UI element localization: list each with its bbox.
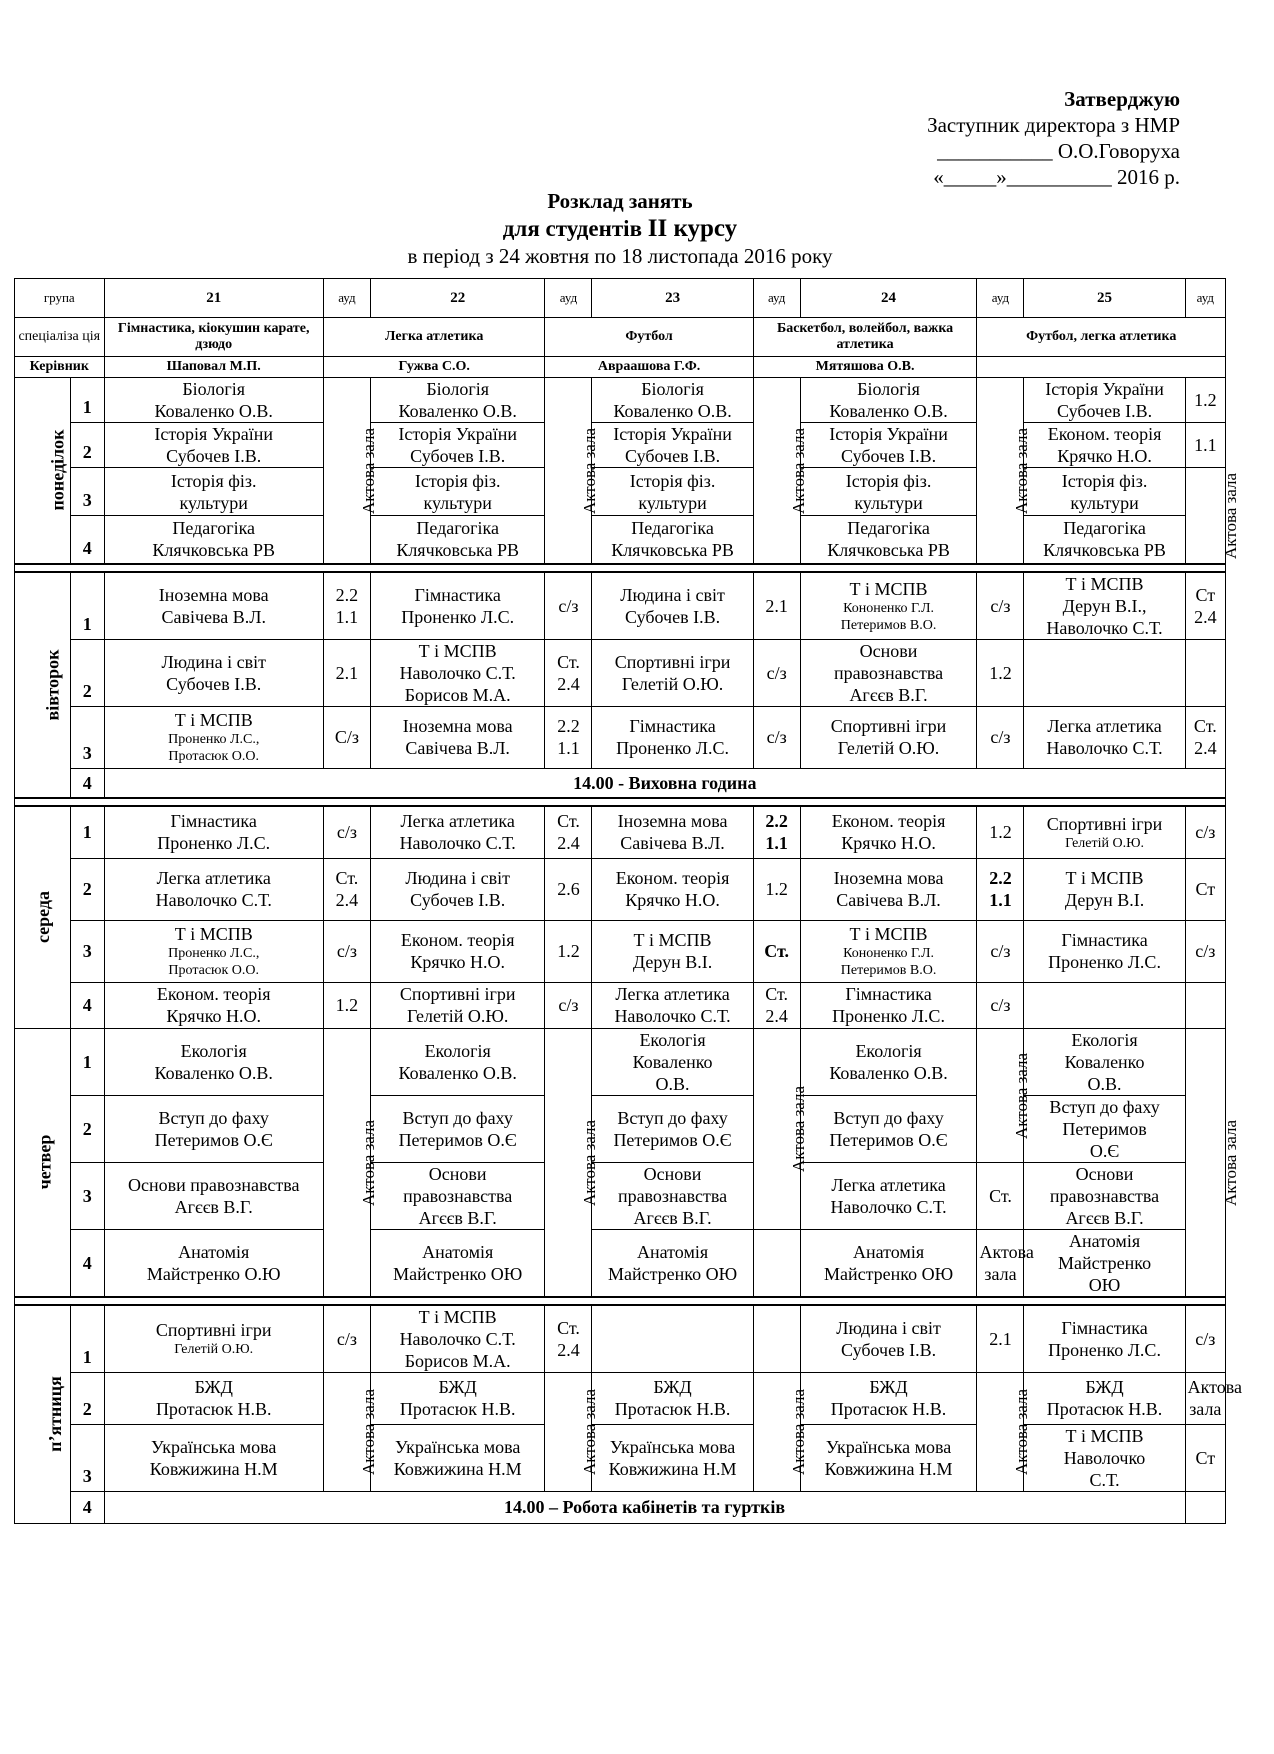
lesson-cell: Історія фіз. культури: [800, 468, 977, 516]
room-assembly-hall: Актова зала: [753, 1372, 800, 1491]
room-assembly-hall: Актова зала: [545, 378, 592, 564]
room-cell: с/з: [977, 706, 1024, 768]
lesson-cell: Економ. теорія Крячко Н.О.: [1024, 423, 1185, 468]
room-assembly-hall: Актова зала: [977, 378, 1024, 564]
specialty-23: Футбол: [545, 318, 753, 357]
room-label: ауд: [545, 279, 592, 318]
room-cell: Ст. 2.4: [545, 806, 592, 858]
lesson-cell: Українська мова Ковжижина Н.М: [800, 1424, 977, 1491]
day-friday: п’ятниця: [15, 1305, 71, 1524]
room-cell-empty: [1185, 982, 1225, 1028]
monday-row-4: [15, 516, 1226, 564]
lesson-cell: Екологія Коваленко О.В.: [592, 1028, 753, 1095]
specialty-25: Футбол, легка атлетика: [977, 318, 1226, 357]
lesson-cell: Економ. теорія Крячко Н.О.: [104, 982, 323, 1028]
lesson-cell: Людина і світ Субочев І.В.: [104, 639, 323, 706]
lesson-cell: Людина і світ Субочев І.В.: [370, 858, 545, 920]
day-monday: понеділок: [15, 378, 71, 564]
lesson-cell: Т і МСПВ Кононенко Г.Л. Петеримов В.О.: [800, 572, 977, 640]
room-assembly-hall: Актова зала: [323, 1372, 370, 1491]
room-cell: с/з: [753, 706, 800, 768]
friday-row-1: [15, 1305, 1226, 1373]
lesson-number: 3: [70, 920, 104, 982]
room-cell: с/з: [1185, 806, 1225, 858]
lesson-number: 3: [70, 706, 104, 768]
lesson-cell: Екологія Коваленко О.В.: [800, 1028, 977, 1095]
room-cell: Актова зала: [1185, 1372, 1225, 1424]
lesson-cell: Легка атлетика Наволочко С.Т.: [104, 858, 323, 920]
lesson-cell: Анатомія Майстренко ОЮ: [370, 1229, 545, 1297]
room-cell: Ст: [1185, 1424, 1225, 1491]
lesson-number: 1: [70, 806, 104, 858]
group-21: 21: [104, 279, 323, 318]
lesson-cell: Вступ до фаху Петеримов О.Є: [1024, 1095, 1185, 1162]
lesson-number: 4: [70, 1229, 104, 1297]
approval-date: «_____»__________ 2016 р.: [933, 165, 1180, 189]
lesson-cell: Біологія Коваленко О.В.: [370, 378, 545, 423]
lesson-cell: БЖД Протасюк Н.В.: [592, 1372, 753, 1424]
lesson-cell: Українська мова Ковжижина Н.М: [104, 1424, 323, 1491]
lesson-cell: Історія фіз. культури: [592, 468, 753, 516]
room-cell: с/з: [545, 572, 592, 640]
lesson-cell: Історія України Субочев І.В.: [104, 423, 323, 468]
lesson-cell: Т і МСПВ Наволочко С.Т.: [1024, 1424, 1185, 1491]
group-25: 25: [1024, 279, 1185, 318]
lesson-number: 2: [70, 1372, 104, 1424]
lesson-cell: Вступ до фаху Петеримов О.Є: [104, 1095, 323, 1162]
lesson-cell: Історія фіз. культури: [370, 468, 545, 516]
room-assembly-hall: Актова зала: [753, 1028, 800, 1229]
room-cell: с/з: [977, 982, 1024, 1028]
schedule-period: в період з 24 жовтня по 18 листопада 2016 року: [407, 244, 833, 268]
room-cell-empty: [1185, 639, 1225, 706]
lesson-cell: Т і МСПВ Дерун В.І., Наволочко С.Т.: [1024, 572, 1185, 640]
lesson-cell: Історія України Субочев І.В.: [800, 423, 977, 468]
room-cell: Ст. 2.4: [323, 858, 370, 920]
room-cell: Ст.: [753, 920, 800, 982]
room-cell: 2.6: [545, 858, 592, 920]
room-cell: с/з: [753, 639, 800, 706]
lesson-cell: Вступ до фаху Петеримов О.Є: [370, 1095, 545, 1162]
room-cell: с/з: [977, 572, 1024, 640]
lesson-cell: Легка атлетика Наволочко С.Т.: [370, 806, 545, 858]
room-cell: 1.2: [753, 858, 800, 920]
thursday-row-2: [15, 1095, 1226, 1162]
lesson-cell: БЖД Протасюк Н.В.: [370, 1372, 545, 1424]
lesson-cell: Гімнастика Проненко Л.С.: [1024, 1305, 1185, 1373]
tuesday-row-2: [15, 639, 1226, 706]
day-separator: [15, 1297, 1226, 1305]
room-cell: 1.2: [545, 920, 592, 982]
lesson-cell: Т і МСПВ Проненко Л.С., Протасюк О.О.: [104, 706, 323, 768]
schedule-heading: [0, 188, 1240, 268]
room-assembly-hall: Актова зала: [1185, 468, 1225, 564]
room-cell: Ст. 2.4: [753, 982, 800, 1028]
lesson-number: 1: [70, 572, 104, 640]
lesson-cell: Анатомія Майстренко О.Ю: [104, 1229, 323, 1297]
room-label: ауд: [753, 279, 800, 318]
day-wednesday: середа: [15, 806, 71, 1028]
group-header-row: [15, 279, 1226, 318]
lesson-cell: Економ. теорія Крячко Н.О.: [592, 858, 753, 920]
lesson-cell: Біологія Коваленко О.В.: [104, 378, 323, 423]
lesson-cell: БЖД Протасюк Н.В.: [800, 1372, 977, 1424]
wednesday-row-1: [15, 806, 1226, 858]
lesson-cell: Екологія Коваленко О.В.: [1024, 1028, 1185, 1095]
lesson-cell: Педагогіка Клячковська РВ: [592, 516, 753, 564]
monday-row-2: [15, 423, 1226, 468]
specialty-22: Легка атлетика: [323, 318, 545, 357]
tuesday-row-1: [15, 572, 1226, 640]
lesson-cell: Історія фіз. культури: [104, 468, 323, 516]
lesson-cell: Біологія Коваленко О.В.: [592, 378, 753, 423]
room-assembly-hall: Актова зала: [753, 378, 800, 564]
room-assembly-hall: Актова зала: [977, 1028, 1024, 1162]
wednesday-row-3: [15, 920, 1226, 982]
tuesday-row-4: [15, 768, 1226, 798]
room-cell: с/з: [323, 920, 370, 982]
room-cell: С/з: [323, 706, 370, 768]
lesson-cell: Гімнастика Проненко Л.С.: [370, 572, 545, 640]
room-label: ауд: [323, 279, 370, 318]
lesson-cell: Основи правознавства Агєєв В.Г.: [370, 1162, 545, 1229]
thursday-row-1: [15, 1028, 1226, 1095]
specialty-24: Баскетбол, волейбол, важка атлетика: [753, 318, 977, 357]
lesson-number: 3: [70, 1424, 104, 1491]
lesson-cell: Анатомія Майстренко ОЮ: [1024, 1229, 1185, 1297]
group-24: 24: [800, 279, 977, 318]
lesson-cell: Гімнастика Проненко Л.С.: [592, 706, 753, 768]
lesson-cell: Екологія Коваленко О.В.: [370, 1028, 545, 1095]
lesson-cell: Історія фіз. культури: [1024, 468, 1185, 516]
schedule-title: Розклад занять: [547, 189, 693, 213]
lesson-cell: Іноземна мова Савічева В.Л.: [370, 706, 545, 768]
specialty-row: [15, 318, 1226, 357]
leader-24: Мятяшова О.В.: [753, 357, 977, 378]
lesson-cell: Легка атлетика Наволочко С.Т.: [800, 1162, 977, 1229]
lesson-number: 4: [70, 768, 104, 798]
schedule-subtitle: [0, 214, 1240, 244]
room-cell: Ст. 2.4: [545, 639, 592, 706]
lesson-cell: Історія України Субочев І.В.: [370, 423, 545, 468]
friday-banner: 14.00 – Робота кабінетів та гуртків: [104, 1491, 1185, 1523]
lesson-cell: Іноземна мова Савічева В.Л.: [104, 572, 323, 640]
lesson-number: 2: [70, 423, 104, 468]
room-cell: 2.1: [323, 639, 370, 706]
lesson-cell: Т і МСПВ Наволочко С.Т. Борисов М.А.: [370, 639, 545, 706]
room-cell: 1.2: [323, 982, 370, 1028]
lesson-cell: БЖД Протасюк Н.В.: [104, 1372, 323, 1424]
room-cell: 2.2 1.1: [545, 706, 592, 768]
room-cell-empty: [753, 1305, 800, 1373]
wednesday-row-2: [15, 858, 1226, 920]
lesson-cell: Історія України Субочев І.В.: [592, 423, 753, 468]
day-separator: [15, 798, 1226, 806]
group-label: група: [15, 279, 105, 318]
lesson-cell: Спортивні ігри Гелетій О.Ю.: [1024, 806, 1185, 858]
thursday-row-3: [15, 1162, 1226, 1229]
room-cell: Ст 2.4: [1185, 572, 1225, 640]
lesson-cell: Вступ до фаху Петеримов О.Є: [800, 1095, 977, 1162]
room-cell: с/з: [323, 806, 370, 858]
room-assembly-hall: Актова зала: [323, 378, 370, 564]
room-cell: 2.1: [753, 572, 800, 640]
room-cell: с/з: [1185, 1305, 1225, 1373]
lesson-cell: Спортивні ігри Гелетій О.Ю.: [104, 1305, 323, 1373]
room-cell: 2.2 1.1: [323, 572, 370, 640]
lesson-cell: Спортивні ігри Гелетій О.Ю.: [592, 639, 753, 706]
lesson-number: 1: [70, 1028, 104, 1095]
leader-row: [15, 357, 1226, 378]
lesson-cell: Українська мова Ковжижина Н.М: [370, 1424, 545, 1491]
lesson-cell: Т і МСПВ Кононенко Г.Л. Петеримов В.О.: [800, 920, 977, 982]
lesson-number: 2: [70, 1095, 104, 1162]
lesson-number: 4: [70, 516, 104, 564]
room-assembly-hall: Актова зала: [1185, 1028, 1225, 1297]
room-assembly-hall: Актова зала: [977, 1372, 1024, 1491]
room-cell: 1.1: [1185, 423, 1225, 468]
room-cell: 1.2: [977, 639, 1024, 706]
approval-position: Заступник директора з НМР: [927, 113, 1180, 137]
room-cell: с/з: [1185, 920, 1225, 982]
lesson-cell-empty: [1024, 982, 1185, 1028]
subtitle-prefix: для студентів: [502, 216, 648, 241]
lesson-cell-empty: [1024, 639, 1185, 706]
tuesday-row-3: [15, 706, 1226, 768]
lesson-cell: Т і МСПВ Наволочко С.Т. Борисов М.А.: [370, 1305, 545, 1373]
room-cell: 2.2 1.1: [753, 806, 800, 858]
approval-title: Затверджую: [1064, 87, 1180, 111]
lesson-cell: Легка атлетика Наволочко С.Т.: [592, 982, 753, 1028]
leader-25: [977, 357, 1226, 378]
room-cell: Ст.: [977, 1162, 1024, 1229]
room-cell: 2.2 1.1: [977, 858, 1024, 920]
lesson-cell: Людина і світ Субочев І.В.: [592, 572, 753, 640]
room-cell-empty: [753, 1229, 800, 1297]
lesson-cell: Педагогіка Клячковська РВ: [1024, 516, 1185, 564]
lesson-cell: Іноземна мова Савічева В.Л.: [592, 806, 753, 858]
lesson-cell: Вступ до фаху Петеримов О.Є: [592, 1095, 753, 1162]
friday-row-4: [15, 1491, 1226, 1523]
lesson-number: 4: [70, 982, 104, 1028]
leader-23: Авраашова Г.Ф.: [545, 357, 753, 378]
lesson-cell: Основи правознавства Агєєв В.Г.: [800, 639, 977, 706]
group-22: 22: [370, 279, 545, 318]
lesson-cell: Анатомія Майстренко ОЮ: [592, 1229, 753, 1297]
friday-row-2: [15, 1372, 1226, 1424]
group-23: 23: [592, 279, 753, 318]
room-cell: 2.1: [977, 1305, 1024, 1373]
lesson-cell: Легка атлетика Наволочко С.Т.: [1024, 706, 1185, 768]
course-label: ІІ курсу: [647, 215, 738, 242]
room-cell: Ст. 2.4: [1185, 706, 1225, 768]
lesson-cell: Екологія Коваленко О.В.: [104, 1028, 323, 1095]
lesson-cell: Гімнастика Проненко Л.С.: [800, 982, 977, 1028]
lesson-cell: Педагогіка Клячковська РВ: [104, 516, 323, 564]
lesson-cell: Спортивні ігри Гелетій О.Ю.: [800, 706, 977, 768]
room-cell: с/з: [545, 982, 592, 1028]
room-cell: Ст: [1185, 858, 1225, 920]
specialty-label: спеціаліза ція: [15, 318, 105, 357]
lesson-cell: Спортивні ігри Гелетій О.Ю.: [370, 982, 545, 1028]
lesson-number: 4: [70, 1491, 104, 1523]
lesson-number: 1: [70, 378, 104, 423]
room-cell: Ст. 2.4: [545, 1305, 592, 1373]
room-cell: Актова зала: [977, 1229, 1024, 1297]
monday-row-3: [15, 468, 1226, 516]
thursday-row-4: [15, 1229, 1226, 1297]
approval-signature: ___________ О.О.Говоруха: [937, 139, 1180, 163]
tuesday-banner: 14.00 - Виховна година: [104, 768, 1225, 798]
lesson-cell: Т і МСПВ Проненко Л.С., Протасюк О.О.: [104, 920, 323, 982]
lesson-cell: Т і МСПВ Дерун В.І.: [1024, 858, 1185, 920]
lesson-cell: Педагогіка Клячковська РВ: [800, 516, 977, 564]
lesson-number: 2: [70, 858, 104, 920]
lesson-cell-empty: [592, 1305, 753, 1373]
monday-row-1: [15, 378, 1226, 423]
room-label: ауд: [1185, 279, 1225, 318]
lesson-number: 3: [70, 468, 104, 516]
lesson-number: 2: [70, 639, 104, 706]
lesson-cell: БЖД Протасюк Н.В.: [1024, 1372, 1185, 1424]
lesson-number: 1: [70, 1305, 104, 1373]
specialty-21: Гімнастика, кіокушин карате, дзюдо: [104, 318, 323, 357]
lesson-cell: Т і МСПВ Дерун В.І.: [592, 920, 753, 982]
room-assembly-hall: Актова зала: [545, 1372, 592, 1491]
room-assembly-hall: Актова зала: [323, 1028, 370, 1297]
leader-22: Гужва С.О.: [323, 357, 545, 378]
lesson-cell: Гімнастика Проненко Л.С.: [104, 806, 323, 858]
day-tuesday: вівторок: [15, 572, 71, 799]
leader-21: Шаповал М.П.: [104, 357, 323, 378]
leader-label: Керівник: [15, 357, 105, 378]
lesson-cell: Основи правознавства Агєєв В.Г.: [1024, 1162, 1185, 1229]
lesson-cell: Людина і світ Субочев І.В.: [800, 1305, 977, 1373]
lesson-cell: Гімнастика Проненко Л.С.: [1024, 920, 1185, 982]
wednesday-row-4: [15, 982, 1226, 1028]
lesson-cell: Історія України Субочев І.В.: [1024, 378, 1185, 423]
room-assembly-hall: Актова зала: [545, 1028, 592, 1297]
lesson-cell: Іноземна мова Савічева В.Л.: [800, 858, 977, 920]
lesson-cell: Педагогіка Клячковська РВ: [370, 516, 545, 564]
lesson-cell: Біологія Коваленко О.В.: [800, 378, 977, 423]
room-cell-empty: [1185, 1491, 1225, 1523]
approval-block: [880, 86, 1180, 190]
day-thursday: четвер: [15, 1028, 71, 1297]
schedule-table: [14, 278, 1243, 1524]
friday-row-3: [15, 1424, 1226, 1491]
lesson-cell: Основи правознавства Агєєв В.Г.: [104, 1162, 323, 1229]
room-cell: с/з: [977, 920, 1024, 982]
lesson-number: 3: [70, 1162, 104, 1229]
room-cell: 1.2: [977, 806, 1024, 858]
room-cell: 1.2: [1185, 378, 1225, 423]
lesson-cell: Українська мова Ковжижина Н.М: [592, 1424, 753, 1491]
lesson-cell: Анатомія Майстренко ОЮ: [800, 1229, 977, 1297]
lesson-cell: Економ. теорія Крячко Н.О.: [800, 806, 977, 858]
lesson-cell: Основи правознавства Агєєв В.Г.: [592, 1162, 753, 1229]
day-separator: [15, 564, 1226, 572]
lesson-cell: Економ. теорія Крячко Н.О.: [370, 920, 545, 982]
room-label: ауд: [977, 279, 1024, 318]
room-cell: с/з: [323, 1305, 370, 1373]
